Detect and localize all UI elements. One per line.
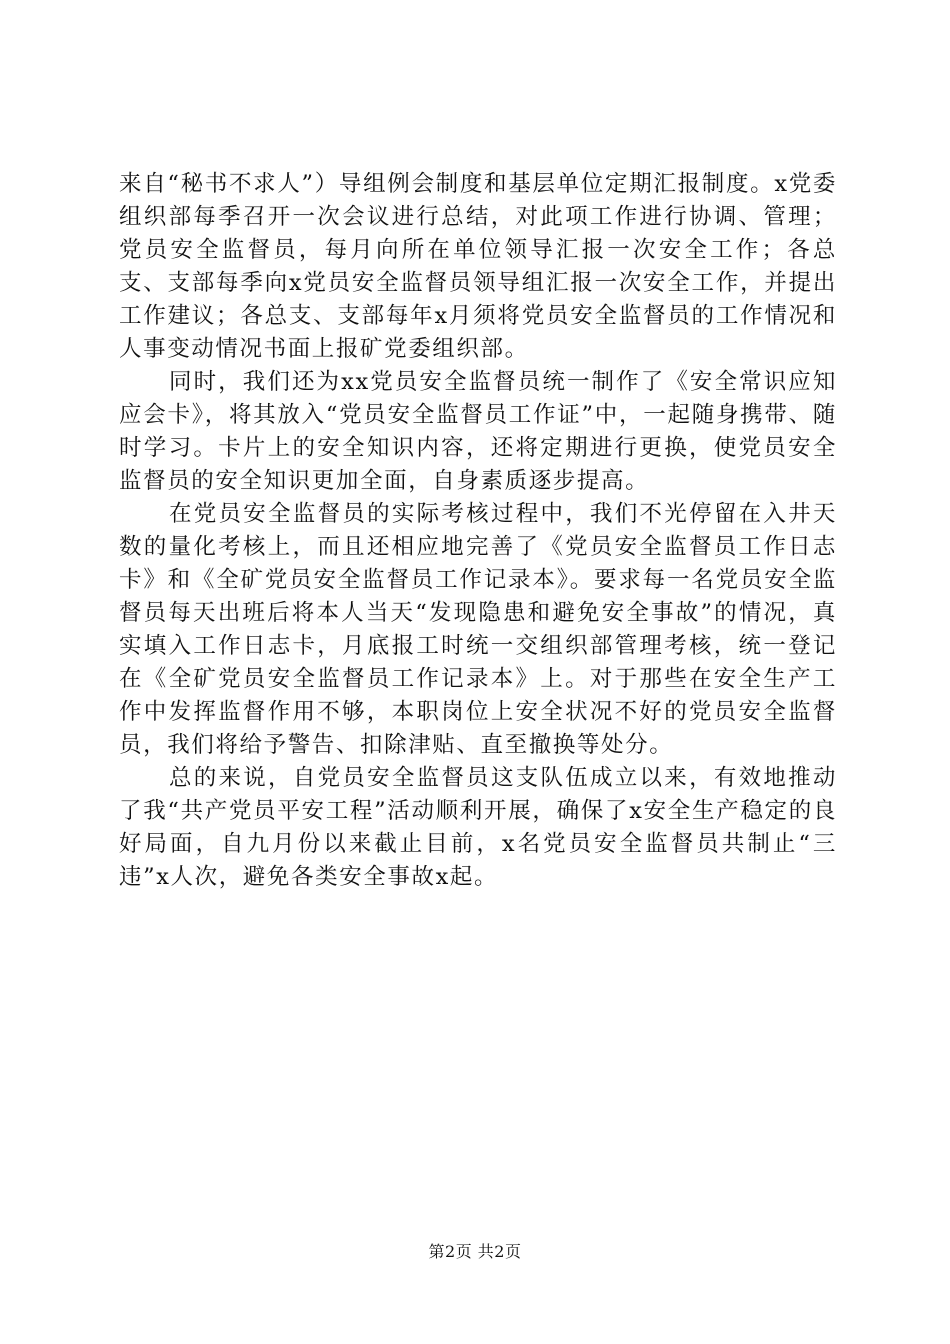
page-number-footer: 第2页 共2页 [428,1242,522,1261]
paragraph-continuation: 来自“秘书不求人”）导组例会制度和基层单位定期汇报制度。x党委组织部每季召开一次会议进行总结，对此项工作进行协调、管理；党员安全监督员，每月向所在单位领导汇报一次安全工作；各总支、支部每季向x党员安全监督员领导组汇报一次安全工作，并提出工作建议；各总支、支部每年x月须将党员安全监督员的工作情况和人事变动情况书面上报矿党委组织部。 [119,171,837,362]
paragraph-safety-card: 同时，我们还为xx党员安全监督员统一制作了《安全常识应知应会卡》，将其放入“党员安全监督员工作证”中，一起随身携带、随时学习。卡片上的安全知识内容，还将定期进行更换，使党员安全监督员的安全知识更加全面，自身素质逐步提高。 [119,369,837,494]
paragraph-assessment: 在党员安全监督员的实际考核过程中，我们不光停留在入井天数的量化考核上，而且还相应地完善了《党员安全监督员工作日志卡》和《全矿党员安全监督员工作记录本》。要求每一名党员安全监督员每天出班后将本人当天“发现隐患和避免安全事故”的情况，真实填入工作日志卡，月底报工时统一交组织部管理考核，统一登记在《全矿党员安全监督员工作记录本》上。对于那些在安全生产工作中发挥监督作用不够，本职岗位上安全状况不好的党员安全监督员，我们将给予警告、扣除津贴、直至撤换等处分。 [119,501,837,758]
paragraph-summary: 总的来说，自党员安全监督员这支队伍成立以来，有效地推动了我“共产党员平安工程”活动顺利开展，确保了x安全生产稳定的良好局面，自九月份以来截止目前，x名党员安全监督员共制止“三违”x人次，避免各类安全事故x起。 [119,765,837,890]
document-body [119,168,837,894]
